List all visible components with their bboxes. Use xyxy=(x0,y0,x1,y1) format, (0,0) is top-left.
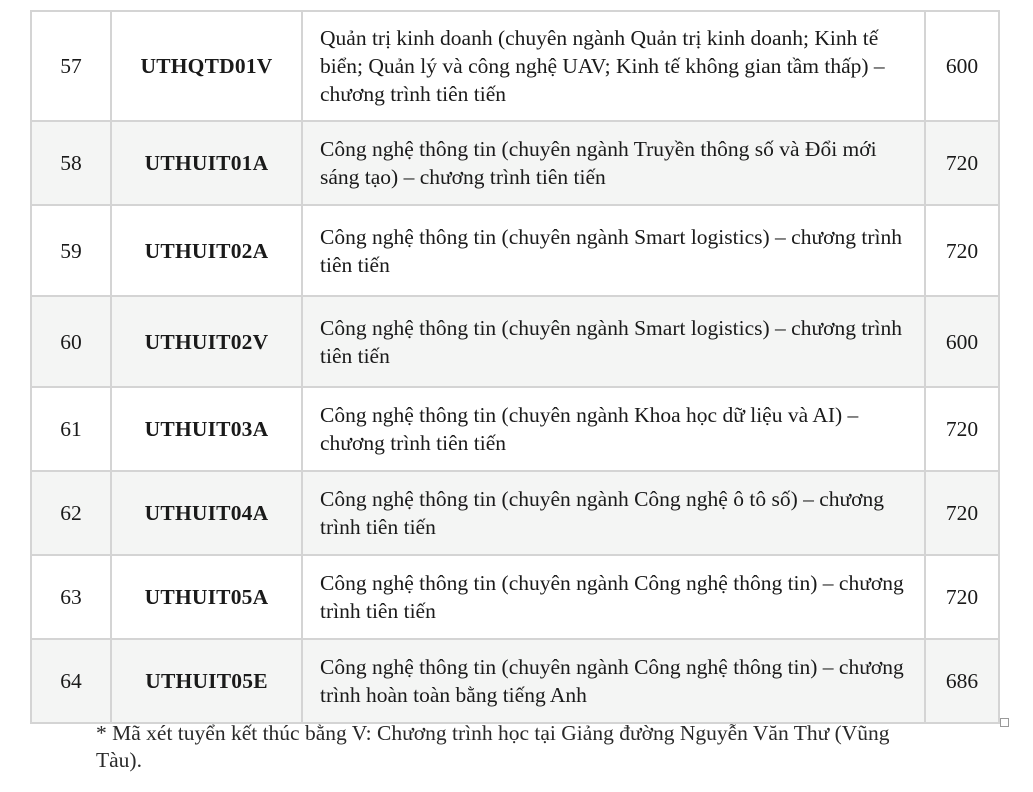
program-name: Công nghệ thông tin (chuyên ngành Công nghệ thông tin) – chương trình hoàn toàn bằng tiếng Anh xyxy=(302,639,925,723)
row-number: 61 xyxy=(31,387,111,471)
table-row xyxy=(31,296,999,387)
admission-code: UTHUIT02V xyxy=(111,296,302,387)
score: 600 xyxy=(925,296,999,387)
score: 720 xyxy=(925,121,999,205)
program-name: Công nghệ thông tin (chuyên ngành Khoa học dữ liệu và AI) – chương trình tiên tiến xyxy=(302,387,925,471)
row-number: 57 xyxy=(31,11,111,121)
score: 720 xyxy=(925,205,999,296)
score: 720 xyxy=(925,387,999,471)
program-name: Công nghệ thông tin (chuyên ngành Smart logistics) – chương trình tiên tiến xyxy=(302,296,925,387)
score: 720 xyxy=(925,555,999,639)
row-number: 62 xyxy=(31,471,111,555)
score: 720 xyxy=(925,471,999,555)
admission-code: UTHUIT05A xyxy=(111,555,302,639)
table-row xyxy=(31,555,999,639)
admission-table xyxy=(30,10,1000,724)
row-number: 64 xyxy=(31,639,111,723)
row-number: 59 xyxy=(31,205,111,296)
admission-code: UTHQTD01V xyxy=(111,11,302,121)
program-name: Công nghệ thông tin (chuyên ngành Smart logistics) – chương trình tiên tiến xyxy=(302,205,925,296)
table-row xyxy=(31,639,999,723)
row-number: 58 xyxy=(31,121,111,205)
admission-code: UTHUIT01A xyxy=(111,121,302,205)
admission-code: UTHUIT02A xyxy=(111,205,302,296)
program-name: Công nghệ thông tin (chuyên ngành Công nghệ ô tô số) – chương trình tiên tiến xyxy=(302,471,925,555)
table-row xyxy=(31,205,999,296)
table-resize-handle[interactable] xyxy=(1000,718,1009,727)
table-row xyxy=(31,11,999,121)
table-row xyxy=(31,121,999,205)
admission-code: UTHUIT04A xyxy=(111,471,302,555)
program-name: Công nghệ thông tin (chuyên ngành Công nghệ thông tin) – chương trình tiên tiến xyxy=(302,555,925,639)
program-name: Công nghệ thông tin (chuyên ngành Truyền thông số và Đổi mới sáng tạo) – chương trình tiên tiến xyxy=(302,121,925,205)
admission-code: UTHUIT03A xyxy=(111,387,302,471)
program-name: Quản trị kinh doanh (chuyên ngành Quản trị kinh doanh; Kinh tế biển; Quản lý và công nghệ UAV; Kinh tế không gian tầm thấp) – chương trình tiên tiến xyxy=(302,11,925,121)
admission-code: UTHUIT05E xyxy=(111,639,302,723)
row-number: 63 xyxy=(31,555,111,639)
score: 600 xyxy=(925,11,999,121)
table-row xyxy=(31,387,999,471)
score: 686 xyxy=(925,639,999,723)
table-row xyxy=(31,471,999,555)
footnote: * Mã xét tuyển kết thúc bằng V: Chương trình học tại Giảng đường Nguyễn Văn Thư (Vũng Tàu). xyxy=(96,721,890,772)
row-number: 60 xyxy=(31,296,111,387)
